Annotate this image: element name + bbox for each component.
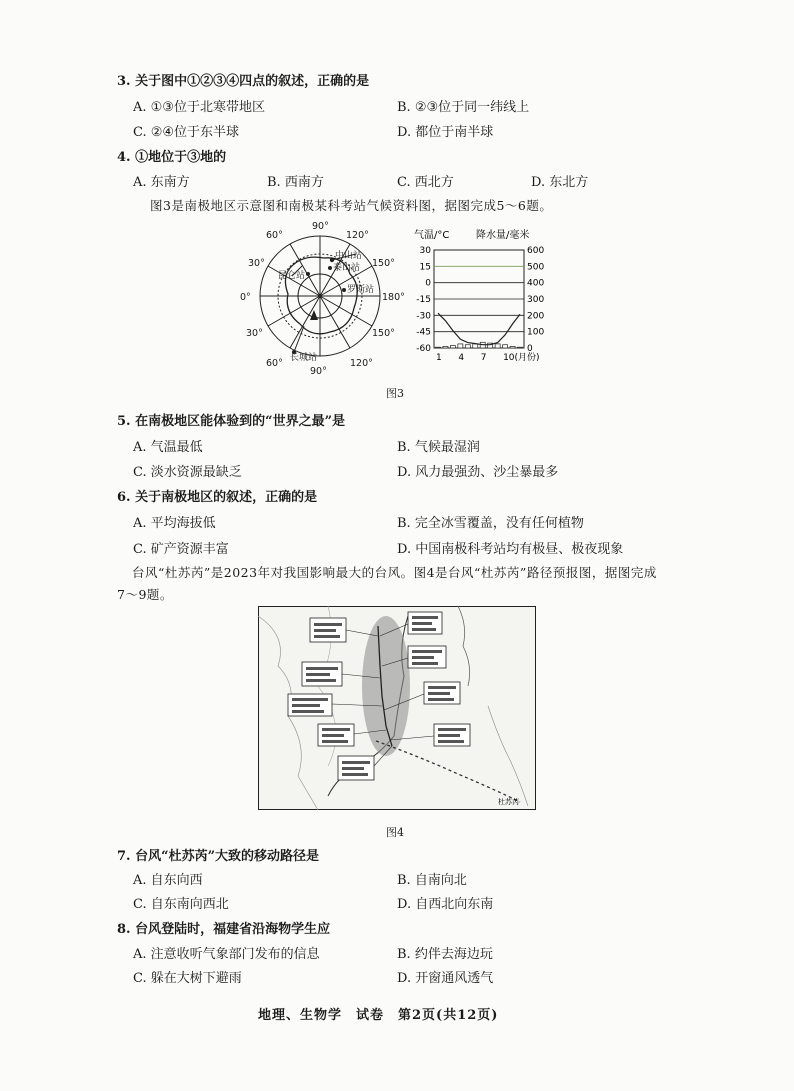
q5-option-c: C. 淡水资源最缺乏 xyxy=(133,465,242,480)
precip-tick-label: 100 xyxy=(527,327,545,338)
polar-label-top: 90° xyxy=(312,221,329,232)
climate-precip-label: 降水量/毫米 xyxy=(476,230,530,241)
month-tick-label: 7 xyxy=(480,353,487,363)
temp-tick-label: -45 xyxy=(416,327,431,338)
polar-label-tr120: 120° xyxy=(346,230,369,241)
intro-fig4-line1: 台风“杜苏芮”是2023年对我国影响最大的台风。图4是台风“杜苏芮”路径预报图，据图完成 xyxy=(132,565,657,580)
q4-option-b: B. 西南方 xyxy=(267,175,324,190)
q6-option-b: B. 完全冰雪覆盖，没有任何植物 xyxy=(397,516,584,531)
intro-fig3: 图3是南极地区示意图和南极某科考站气候资料图，据图完成5～6题。 xyxy=(150,198,553,213)
q4-option-d: D. 东北方 xyxy=(531,175,589,190)
polar-label-bl60: 60° xyxy=(266,358,283,369)
temp-tick-label: -60 xyxy=(416,344,431,354)
q7-option-c: C. 自东南向西北 xyxy=(133,897,229,912)
q3-stem: 3. 关于图中①②③④四点的叙述，正确的是 xyxy=(117,74,370,89)
precip-bar xyxy=(473,344,478,348)
fig3-caption: 图3 xyxy=(386,387,404,400)
polar-label-left0: 0° xyxy=(240,292,251,303)
temp-tick-label: -15 xyxy=(416,295,431,305)
temp-tick-label: 0 xyxy=(425,278,431,289)
q5-option-d: D. 风力最强劲、沙尘暴最多 xyxy=(397,465,559,480)
station-zhongshan: 中山站 xyxy=(335,251,363,261)
antarctic-polar-map xyxy=(232,216,412,376)
q7-option-b: B. 自南向北 xyxy=(397,873,467,888)
q5-option-b: B. 气候最湿润 xyxy=(397,440,480,455)
q8-option-c: C. 躲在大树下避雨 xyxy=(133,971,242,986)
precip-tick-label: 500 xyxy=(527,262,545,273)
climate-chart xyxy=(404,226,564,370)
temp-tick-label: 15 xyxy=(419,262,431,273)
polar-label-bl30: 30° xyxy=(246,328,263,339)
temp-tick-label: -30 xyxy=(416,311,431,322)
q4-option-c: C. 西北方 xyxy=(397,175,454,190)
precip-bar xyxy=(510,346,515,348)
q6-option-c: C. 矿产资源丰富 xyxy=(133,542,229,557)
typhoon-cone xyxy=(362,616,410,756)
precip-bar xyxy=(518,347,523,348)
q7-option-a: A. 自东向西 xyxy=(133,873,203,888)
precip-bar xyxy=(450,346,455,348)
climate-temp-label: 气温/°C xyxy=(414,230,450,241)
q7-stem: 7. 台风“杜苏芮”大致的移动路径是 xyxy=(117,849,320,864)
q5-stem: 5. 在南极地区能体验到的“世界之最”是 xyxy=(117,414,346,429)
intro-fig4-line2: 7～9题。 xyxy=(117,587,173,602)
q6-stem: 6. 关于南极地区的叙述，正确的是 xyxy=(117,490,318,505)
page-footer: 地理、生物学 试卷 第2页(共12页) xyxy=(258,1008,499,1023)
typhoon-track-map xyxy=(258,606,536,810)
q8-stem: 8. 台风登陆时，福建省沿海物学生应 xyxy=(117,922,331,937)
q3-option-d: D. 都位于南半球 xyxy=(397,125,494,140)
precip-tick-label: 400 xyxy=(527,278,545,289)
precip-tick-label: 0 xyxy=(527,344,533,354)
month-tick-label: 1 xyxy=(436,353,442,363)
q8-option-d: D. 开窗通风透气 xyxy=(397,971,494,986)
polar-label-right180: 180° xyxy=(382,292,405,303)
q4-stem: 4. ①地位于③地的 xyxy=(117,150,227,165)
temp-tick-label: 30 xyxy=(419,246,431,256)
q6-option-a: A. 平均海拔低 xyxy=(133,516,216,531)
q6-option-d: D. 中国南极科考站均有极昼、极夜现象 xyxy=(397,542,624,557)
polar-label-tl30: 30° xyxy=(248,258,265,269)
polar-label-tr150: 150° xyxy=(372,258,395,269)
q5-option-a: A. 气温最低 xyxy=(133,440,203,455)
q8-option-b: B. 约伴去海边玩 xyxy=(397,947,493,962)
precip-tick-label: 200 xyxy=(527,311,545,322)
station-kunlun: 昆仑站 xyxy=(278,271,306,281)
precip-bar xyxy=(503,345,508,348)
q3-option-c: C. ②④位于东半球 xyxy=(133,125,240,140)
q3-option-b: B. ②③位于同一纬线上 xyxy=(397,100,530,115)
precip-tick-label: 600 xyxy=(527,246,545,256)
q4-option-a: A. 东南方 xyxy=(133,175,190,190)
typhoon-track-label: 杜苏芮 xyxy=(498,798,519,806)
precip-bar xyxy=(443,346,448,348)
temperature-line xyxy=(438,313,520,345)
polar-label-br120: 120° xyxy=(350,358,373,369)
month-tick-label: 10(月份) xyxy=(503,353,540,363)
precip-bar xyxy=(436,347,441,348)
polar-label-tl60: 60° xyxy=(266,230,283,241)
precip-tick-label: 300 xyxy=(527,295,545,305)
precip-bar xyxy=(458,344,463,348)
fig4-caption: 图4 xyxy=(386,826,404,839)
precip-bar xyxy=(465,345,470,348)
q7-option-d: D. 自西北向东南 xyxy=(397,897,494,912)
station-changcheng: 长城站 xyxy=(290,353,318,363)
precip-bar xyxy=(495,344,500,348)
station-taishan: 泰山站 xyxy=(333,263,361,273)
q3-option-a: A. ①③位于北寒带地区 xyxy=(133,100,265,115)
q8-option-a: A. 注意收听气象部门发布的信息 xyxy=(133,947,320,962)
polar-label-br150: 150° xyxy=(372,328,395,339)
month-tick-label: 4 xyxy=(458,353,465,363)
polar-label-bottom90: 90° xyxy=(310,366,327,376)
station-luosi: 罗斯站 xyxy=(347,285,375,295)
